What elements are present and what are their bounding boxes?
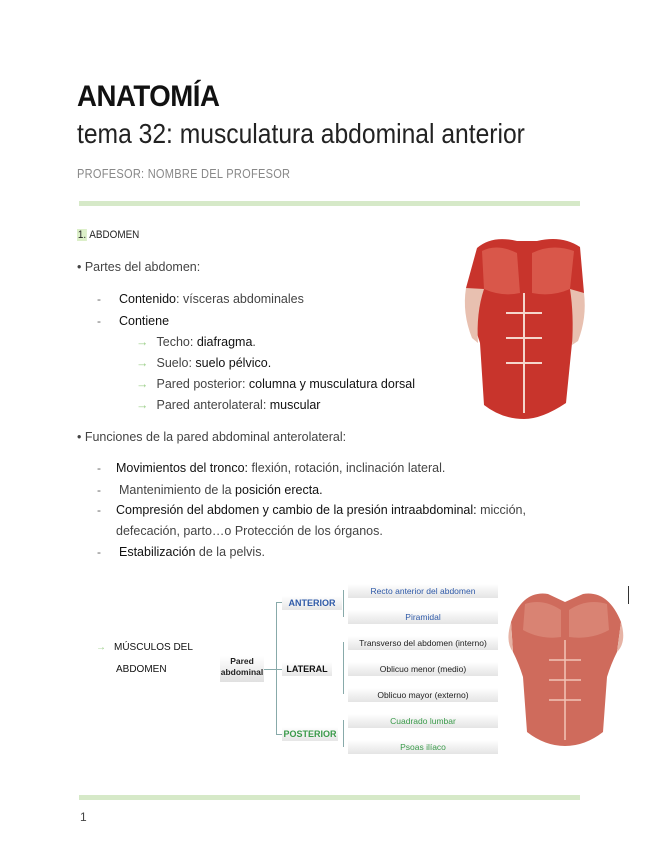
torso-muscles-illustration [462, 233, 587, 423]
sub-value: muscular [269, 398, 321, 412]
arrow-right-icon: → [96, 642, 106, 653]
page-number: 1 [80, 810, 87, 824]
musculos-label-1: MÚSCULOS DEL [114, 642, 193, 653]
professor-line: PROFESOR: NOMBRE DEL PROFESOR [77, 166, 291, 181]
group-anterior: ANTERIOR [282, 596, 342, 610]
group-lateral: LATERAL [282, 662, 332, 676]
bullet-dash: - [97, 461, 101, 475]
page-subtitle: tema 32: musculatura abdominal anterior [77, 118, 525, 149]
bullet-dash: - [97, 503, 101, 517]
funcion-strong: Estabilización [119, 545, 196, 559]
musculos-label-2: ABDOMEN [116, 664, 167, 675]
connector [276, 602, 277, 734]
root-line-2: abdominal [220, 667, 264, 677]
contiene-text: Contiene [119, 314, 170, 328]
sub-item-techo [136, 335, 256, 349]
connector [343, 720, 344, 747]
musculos-label [96, 642, 193, 653]
funcion-strong: Compresión del abdomen y cambio de la presión intraabdominal: [116, 503, 477, 517]
connector [264, 669, 276, 670]
funcion-text: flexión, rotación, inclinación lateral. [248, 461, 446, 475]
connector [343, 590, 344, 617]
funcion-text: micción, [476, 503, 526, 517]
funcion-strong: Movimientos del tronco: [116, 461, 249, 475]
funcion-item-continuation: defecación, parto…o Protección de los órganos. [116, 524, 383, 538]
arrow-right-icon: → [136, 377, 149, 391]
bullet-dash: - [97, 545, 101, 559]
funcion-pre: Mantenimiento de la [119, 483, 236, 497]
funcion-item [116, 461, 445, 475]
sub-label: Pared anterolateral: [156, 398, 270, 412]
lateral-item: Oblicuo mayor (externo) [348, 688, 498, 702]
bullet-dash: - [97, 292, 101, 306]
posterior-item: Psoas ilíaco [348, 740, 498, 754]
contenido-label: Contenido [119, 292, 176, 306]
top-divider [79, 201, 580, 206]
sub-label: Pared posterior: [156, 377, 249, 391]
arrow-right-icon: → [136, 335, 149, 349]
group-posterior: POSTERIOR [283, 729, 337, 739]
section-title: ABDOMEN [89, 229, 140, 241]
bullet-dash: - [97, 314, 101, 328]
funcion-strong: posición erecta. [235, 483, 323, 497]
partes-heading: • Partes del abdomen: [77, 260, 201, 274]
funcion-item [116, 503, 526, 517]
sub-label: Techo: [156, 335, 197, 349]
sub-value: diafragma [196, 335, 253, 349]
diagram-root-node [220, 656, 264, 682]
bullet-dash: - [97, 483, 101, 497]
anterior-item: Recto anterior del abdomen [348, 584, 498, 598]
posterior-item: Cuadrado lumbar [348, 714, 498, 728]
arrow-right-icon: → [136, 356, 149, 370]
sub-tail: . [252, 335, 256, 349]
lateral-item: Transverso del abdomen (interno) [348, 636, 498, 650]
funcion-text: de la pelvis. [195, 545, 265, 559]
contenido-text: : vísceras abdominales [176, 292, 304, 306]
funciones-heading: • Funciones de la pared abdominal anterolateral: [77, 430, 347, 444]
sub-item-pared-posterior [136, 377, 415, 391]
arrow-right-icon: → [136, 398, 149, 412]
anterior-item: Piramidal [348, 610, 498, 624]
funcion-item [119, 545, 265, 559]
sub-item-pared-anterolateral [136, 398, 320, 412]
contenido-line [119, 292, 304, 306]
sub-item-suelo [136, 356, 271, 370]
section-heading [77, 229, 139, 241]
funcion-item [119, 483, 323, 497]
sub-label: Suelo: [156, 356, 196, 370]
sub-value: suelo pélvico. [195, 356, 272, 370]
sub-value: columna y musculatura dorsal [248, 377, 415, 391]
torso-front-illustration [503, 582, 628, 747]
connector [343, 642, 344, 694]
bottom-divider [79, 795, 580, 800]
contiene-label [119, 314, 169, 328]
section-number: 1. [77, 229, 87, 241]
lateral-item: Oblicuo menor (medio) [348, 662, 498, 676]
root-line-1: Pared [230, 656, 254, 666]
text-cursor [628, 586, 629, 604]
page-title: ANATOMÍA [77, 80, 220, 113]
